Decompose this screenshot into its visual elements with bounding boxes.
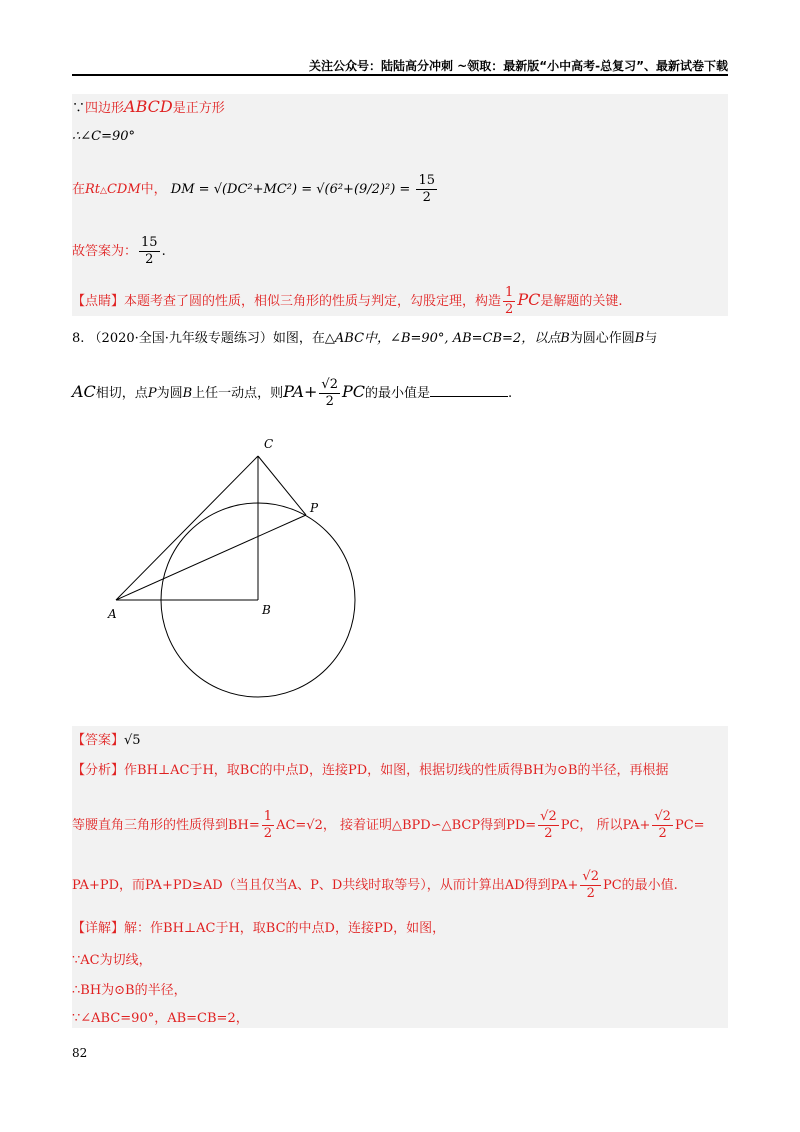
angle-statement: ∴∠C=90° xyxy=(72,129,136,144)
point-p: P xyxy=(147,386,157,401)
question-number: 8. xyxy=(72,331,85,346)
fraction-1-2: $\frac{1}{2}$ xyxy=(263,809,273,841)
segment-ap xyxy=(116,515,306,600)
sol-text: 在 xyxy=(72,182,86,197)
fraction-15-2: $\frac{15}{2}$ xyxy=(418,173,436,205)
sol-text: 四边形 xyxy=(85,101,125,116)
label-b: B xyxy=(262,603,271,617)
sol-line-2 xyxy=(72,128,728,146)
triangle-symbol: △ xyxy=(100,186,107,196)
analysis-text: 等腰直角三角形的性质得到BH= xyxy=(72,818,260,833)
expr-pa: PA+ xyxy=(283,382,318,401)
segment-ac xyxy=(116,456,258,600)
detail-text: 解：作BH⊥AC于H，取BC的中点D，连接PD，如图， xyxy=(124,921,446,936)
expr-pc: PC xyxy=(341,382,365,401)
label-a: A xyxy=(108,607,117,621)
answer-value: √5 xyxy=(124,733,141,748)
dm-label: DM xyxy=(170,182,195,197)
question-text: 为圆心作圆 xyxy=(569,331,635,346)
question-text: （2020·全国·九年级专题练习）如图，在△ xyxy=(88,331,335,346)
detail-tag: 【详解】 xyxy=(72,921,125,936)
detail-line-4 xyxy=(72,1010,728,1028)
question-text: 的最小值是 xyxy=(365,386,431,401)
geometry-figure xyxy=(100,436,370,706)
analysis-tag: 【分析】 xyxy=(72,763,125,778)
analysis-text: PC， 所以PA+ xyxy=(560,818,651,833)
square-name: ABCD xyxy=(124,97,173,116)
label-p: P xyxy=(310,501,319,515)
analysis-text: AC=√2， 接着证明△BPD∽△BCP得到PD= xyxy=(276,818,537,833)
question-text: 与 xyxy=(644,331,658,346)
question-text: 中，∠B=90°, AB=CB=2，以点 xyxy=(364,331,561,346)
sol-text: 是正方形 xyxy=(172,101,225,116)
detail-line-1 xyxy=(72,920,728,938)
page-number: 82 xyxy=(72,1046,88,1060)
answer-line xyxy=(72,732,728,750)
since-symbol: ∵ xyxy=(72,101,86,116)
analysis-line-2 xyxy=(72,806,728,846)
question-8-line-1 xyxy=(72,330,728,348)
fraction-sqrt2-2: $\frac{√2}{2}$ xyxy=(582,869,599,901)
segment-ac: AC xyxy=(72,382,96,401)
analysis-line-3 xyxy=(72,866,728,906)
triangle-name: ABC xyxy=(334,331,365,346)
fraction-sqrt2-2: $\frac{√2}{2}$ xyxy=(654,809,671,841)
triangle-name: CDM xyxy=(106,182,141,197)
answer-fraction: $\frac{15}{2}$ xyxy=(141,235,158,267)
sol-text: 中， xyxy=(140,182,167,197)
analysis-text: PC= xyxy=(674,818,705,833)
sol-answer-line xyxy=(72,232,728,272)
note-text-tail: 是解题的关键. xyxy=(540,294,623,309)
detail-text: ∵AC为切线， xyxy=(72,953,152,968)
sqrt2-over-2: $\frac{√2}{2}$ xyxy=(321,377,338,409)
question-text: 为圆 xyxy=(156,386,183,401)
note-tag: 【点睛】 xyxy=(72,294,125,309)
answer-tag: 【答案】 xyxy=(72,733,125,748)
note-line xyxy=(72,282,728,318)
period: . xyxy=(161,244,166,259)
analysis-line-1 xyxy=(72,762,728,780)
point-b: B xyxy=(182,386,193,401)
label-c: C xyxy=(264,437,274,451)
detail-line-2 xyxy=(72,952,728,970)
point-b: B xyxy=(560,331,570,346)
fraction-sqrt2-2: $\frac{√2}{2}$ xyxy=(540,809,557,841)
period: . xyxy=(508,386,513,401)
dm-expression: = √(DC²+MC²) = √(6²+(9/2)²) = xyxy=(198,182,411,197)
analysis-text: PC的最小值. xyxy=(602,878,678,893)
question-8-line-2 xyxy=(72,372,728,412)
analysis-text: 作BH⊥AC于H，取BC的中点D，连接PD，如图，根据切线的性质得BH为⊙B的半径，再根据 xyxy=(124,763,669,778)
rt-label: Rt xyxy=(85,182,101,197)
analysis-text: PA+PD，而PA+PD≥AD（当且仅当A、P、D共线时取等号），从而计算出AD得到PA+ xyxy=(72,878,579,893)
detail-text: ∴BH为⊙B的半径， xyxy=(72,983,187,998)
page-header: 关注公众号：陆陆高分冲刺 ~领取：最新版“小中高考-总复习”、最新试卷下载 xyxy=(309,59,728,73)
note-fraction: $\frac{1}{2}$ xyxy=(505,285,514,317)
question-text: 相切，点 xyxy=(95,386,148,401)
sol-line-3 xyxy=(72,170,728,210)
note-pc: PC xyxy=(517,290,541,309)
sol-text: 故答案为： xyxy=(72,244,138,259)
answer-blank[interactable] xyxy=(430,396,508,397)
point-b: B xyxy=(634,331,645,346)
sol-line-1 xyxy=(72,98,728,118)
detail-text: ∵∠ABC=90°，AB=CB=2， xyxy=(72,1011,249,1026)
note-text: 本题考查了圆的性质，相似三角形的性质与判定，勾股定理，构造 xyxy=(124,294,502,309)
detail-line-3 xyxy=(72,982,728,1000)
header-rule xyxy=(72,74,728,76)
question-text: 上任一动点，则 xyxy=(192,386,284,401)
